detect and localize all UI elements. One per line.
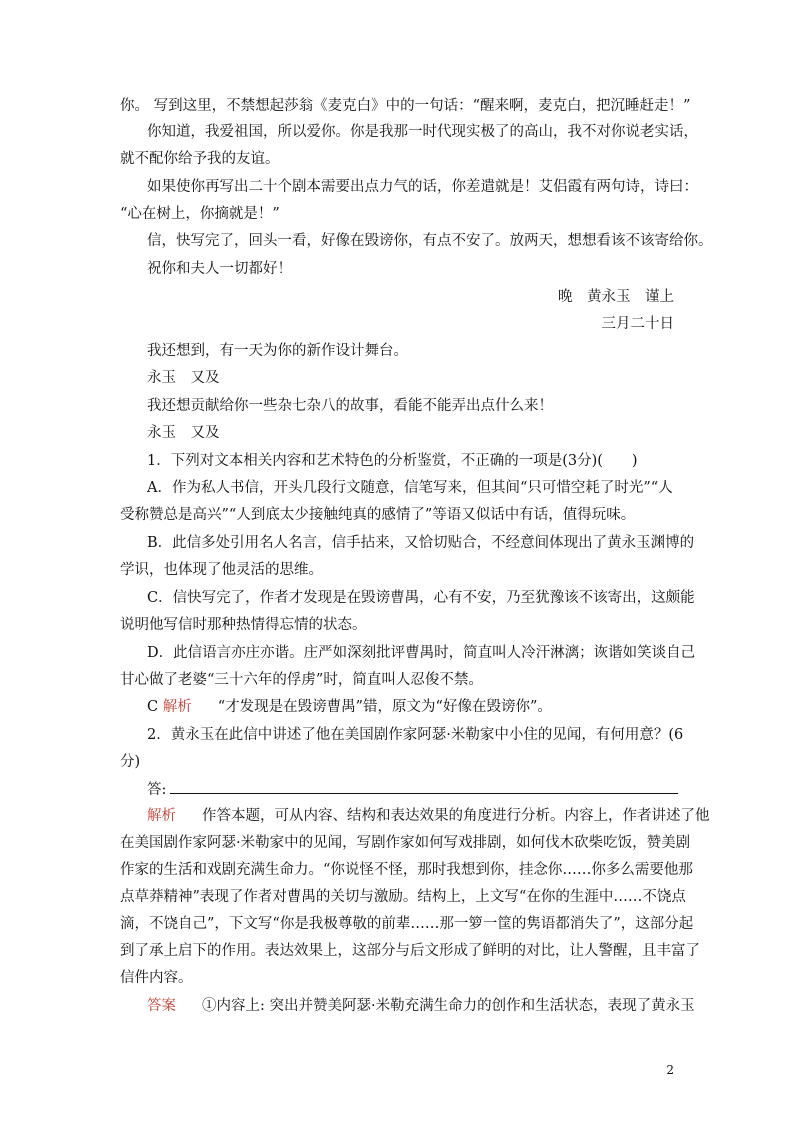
text-line: 信，快写完了，回头一看，好像在毁谤你，有点不安了。放两天，想想看该不该寄给你。 (147, 233, 713, 249)
option-a-cont: 受称赞总是高兴”“人到底太少接触纯真的感情了”等语又似话中有话，值得玩味。 (120, 507, 636, 523)
text-line: 祝你和夫人一切都好！ (147, 261, 292, 277)
text-line: 你知道，我爱祖国，所以爱你。你是我那一时代现实极了的高山，我不对你说老实话， (147, 124, 698, 140)
option-b-cont: 学识，也体现了他灵活的思维。 (120, 562, 323, 578)
text-line: 你。 写到这里，不禁想起莎翁《麦克白》中的一句话：“醒来啊，麦克白，把沉睡赶走！” (120, 98, 691, 114)
answer-blank-line (170, 779, 678, 794)
analysis-text: “才发现是在毁谤曹禺”错，原文为“好像在毁谤你”。 (217, 699, 552, 715)
analysis-paragraph (147, 806, 710, 826)
text-line: 我还想贡献给你一些杂七杂八的故事，看能不能弄出点什么来！ (147, 398, 553, 414)
answer-letter: C (147, 699, 159, 715)
answer-label: 答案 (147, 998, 176, 1014)
analysis-label: 解析 (147, 808, 176, 824)
signature-line: 晚 黄永玉 谨上 (558, 289, 674, 305)
text-line: 到了承上启下的作用。表达效果上，这部分与后文形成了鲜明的对比，让人警醒，且丰富了 (120, 943, 700, 959)
question-1: 1．下列对文本相关内容和艺术特色的分析鉴赏，不正确的一项是(3分)( ) (147, 453, 638, 469)
option-a: A．作为私人书信，开头几段行文随意，信笔写来，但其间“只可惜空耗了时光”“人 (147, 480, 673, 496)
text-line: 在美国剧作家阿瑟·米勒家中的见闻，写剧作家如何写戏排剧，如何伐木砍柴吃饭，赞美剧 (120, 835, 691, 851)
text-line: 我还想到，有一天为你的新作设计舞台。 (147, 343, 408, 359)
option-c: C．信快写完了，作者才发现是在毁谤曹禺，心有不安，乃至犹豫该不该寄出，这颇能 (147, 590, 695, 606)
option-d: D．此信语言亦庄亦谐。庄严如深刻批评曹禺时，简直叫人冷汗淋漓；诙谐如笑谈自己 (147, 645, 696, 661)
analysis-label: 解析 (162, 699, 192, 715)
text-line: 作家的生活和戏剧充满生命力。“你说怪不怪，那时我想到你，挂念你……你多么需要他那 (120, 862, 693, 878)
answer-1 (147, 697, 680, 717)
question-2-cont: 分) (120, 754, 141, 770)
answer-field (147, 779, 680, 800)
analysis-text: 作答本题，可从内容、结构和表达效果的角度进行分析。内容上，作者讲述了他 (202, 808, 710, 824)
question-2: 2．黄永玉在此信中讲述了他在美国剧作家阿瑟·米勒家中小住的见闻，有何用意？(6 (147, 727, 684, 743)
text-line: 点草莽精神”表现了作者对曹禺的关切与激励。结构上，上文写“在你的生涯中……不饶点 (120, 889, 686, 905)
answer-prompt: 答: (147, 782, 167, 798)
text-line: 永玉 又及 (147, 425, 220, 441)
answer-paragraph (147, 996, 695, 1016)
text-line: 永玉 又及 (147, 370, 220, 386)
text-line: “心在树上，你摘就是！” (120, 206, 280, 222)
answer-text: ①内容上: 突出并赞美阿瑟·米勒充满生命力的创作和生活状态，表现了黄永玉 (202, 998, 695, 1014)
date-line: 三月二十日 (601, 316, 674, 332)
option-c-cont: 说明他写信时那种热情得忘情的状态。 (120, 617, 367, 633)
option-b: B．此信多处引用名人名言，信手拈来，又恰切贴合，不经意间体现出了黄永玉渊博的 (147, 535, 695, 551)
text-line: 信件内容。 (120, 970, 193, 986)
page-number: 2 (666, 1063, 674, 1077)
option-d-cont: 甘心做了老婆“三十六年的俘虏”时，简直叫人忍俊不禁。 (120, 672, 483, 688)
text-line: 就不配你给予我的友谊。 (120, 151, 280, 167)
text-line: 滴，不饶自己”，下文写“你是我极尊敬的前辈……那一箩一筐的隽语都消失了”，这部分起 (120, 916, 694, 932)
text-line: 如果使你再写出二十个剧本需要出点力气的话，你差遣就是！艾侣霞有两句诗，诗曰： (147, 179, 698, 195)
